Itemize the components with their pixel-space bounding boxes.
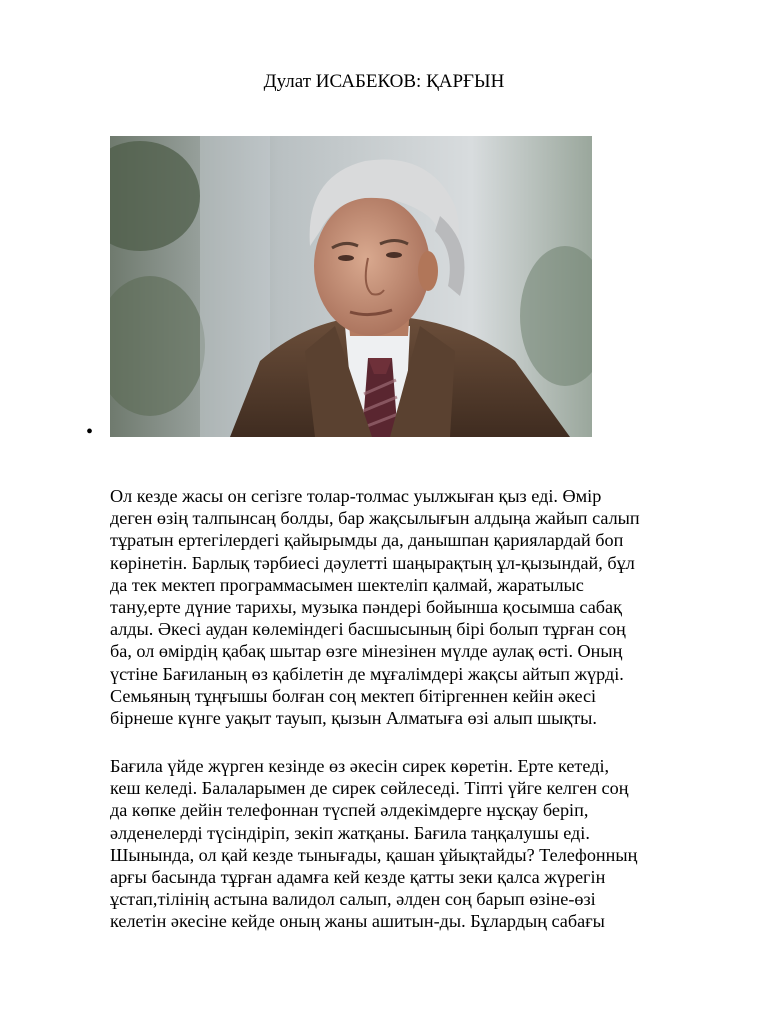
portrait-photo — [110, 136, 592, 437]
text-line: үстіне Бағиланың өз қабілетін де мұғалімдері жақсы айтып жүрді. — [110, 663, 624, 684]
text-line: Семьяның тұңғышы болған соң мектеп бітіргеннен кейін әкесі — [110, 685, 597, 706]
text-line: ұстап,тілінің астына валидол салып, әлден соң барып өзіне-өзі — [110, 889, 596, 910]
text-line: ба, ол өмірдің қабақ шытар өзге мінезінен мүлде аулақ өсті. Оның — [110, 641, 623, 662]
text-line: тану,ерте дүние тарихы, музыка пәндері бойынша қосымша сабақ — [110, 597, 622, 618]
text-line: кеш келеді. Балаларымен де сирек сөйлеседі. Тіпті үйге келген соң — [110, 778, 629, 799]
portrait-illustration — [110, 136, 592, 437]
page-title: Дулат ИСАБЕКОВ: ҚАРҒЫН — [263, 71, 505, 92]
list-bullet: • — [86, 421, 94, 443]
paragraph-1 — [110, 485, 730, 729]
text-line: тұратын ертегілердегі қайырымды да, данышпан қариялардай боп — [110, 530, 624, 551]
text-line: деген өзің талпынсаң болды, бар жақсылығын алдыңа жайып салып — [110, 508, 640, 529]
text-line: көрінетін. Барлық тәрбиесі дәулетті шаңырақтың ұл-қызындай, бұл — [110, 552, 635, 573]
text-line: Шынында, ол қай кезде тынығады, қашан ұйықтайды? Телефонның — [110, 844, 638, 865]
text-line: да көпке дейін телефоннан түспей әлдекімдерге нұсқау беріп, — [110, 800, 589, 821]
text-line: әлденелерді түсіндіріп, зекіп жатқаны. Бағила таңқалушы еді. — [110, 822, 590, 843]
text-line: Ол кезде жасы он сегізге толар-толмас уылжыған қыз еді. Өмір — [110, 486, 602, 506]
paragraph-2 — [110, 755, 730, 933]
text-line: алды. Әкесі аудан көлеміндегі басшысының бірі болып тұрған соң — [110, 619, 626, 640]
text-line: бірнеше күнге уақыт тауып, қызын Алматыға өзі алып шықты. — [110, 708, 597, 729]
text-line: арғы басында тұрған адамға кей кезде қатты зеки қалса жүрегін — [110, 867, 606, 888]
text-line: да тек мектеп программасымен шектеліп қалмай, жаратылыс — [110, 574, 584, 595]
text-line: келетін әкесіне кейде оның жаны ашитын-ды. Бұлардың сабағы — [110, 911, 605, 932]
text-line: Бағила үйде жүрген кезінде өз әкесін сирек көретін. Ерте кетеді, — [110, 756, 610, 776]
